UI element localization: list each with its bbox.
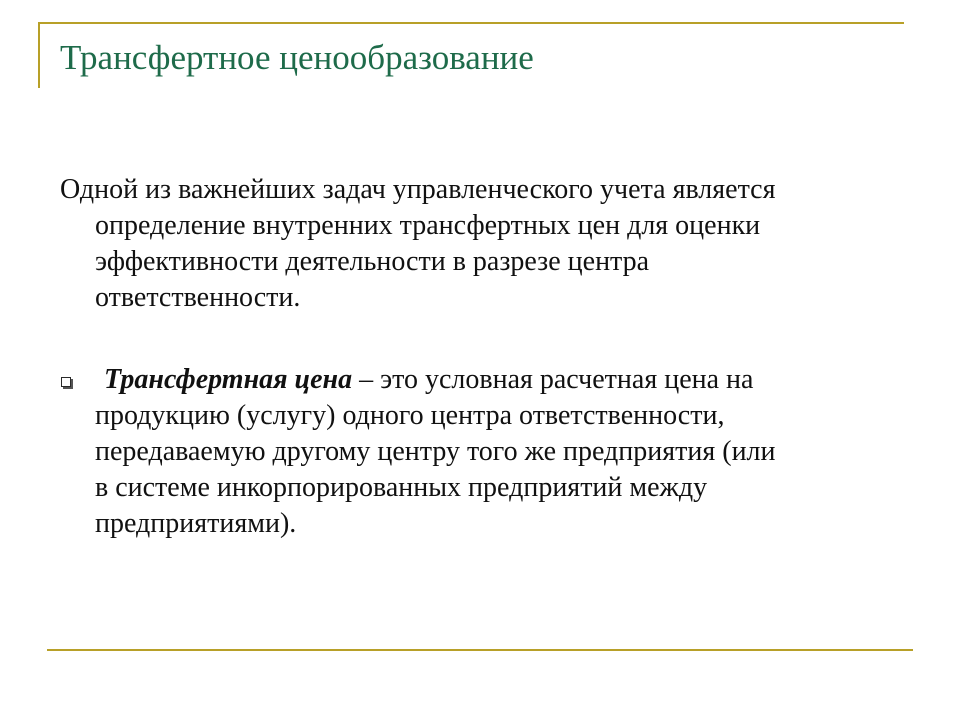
definition-line: в системе инкорпорированных предприятий между xyxy=(95,472,708,503)
intro-line: ответственности. xyxy=(95,282,301,313)
top-divider xyxy=(38,22,904,24)
intro-line: эффективности деятельности в разрезе центра xyxy=(95,246,650,277)
definition-text: – это условная расчетная цена на xyxy=(352,364,754,395)
definition-line: передаваемую другому центру того же предприятия (или xyxy=(95,436,776,467)
bottom-divider xyxy=(47,649,913,651)
definition-first-line xyxy=(60,362,920,398)
defined-term: Трансфертная цена xyxy=(104,364,353,395)
definition-line: продукцию (услугу) одного центра ответственности, xyxy=(95,400,725,431)
intro-line: Одной из важнейших задач управленческого учета является xyxy=(60,174,776,205)
intro-line: определение внутренних трансфертных цен для оценки xyxy=(95,210,761,241)
definition-line: предприятиями). xyxy=(95,508,297,539)
definition-bullet xyxy=(60,362,920,542)
slide-title: Трансфертное ценообразование xyxy=(60,38,534,77)
left-accent-line xyxy=(38,22,40,88)
intro-paragraph xyxy=(60,172,920,316)
